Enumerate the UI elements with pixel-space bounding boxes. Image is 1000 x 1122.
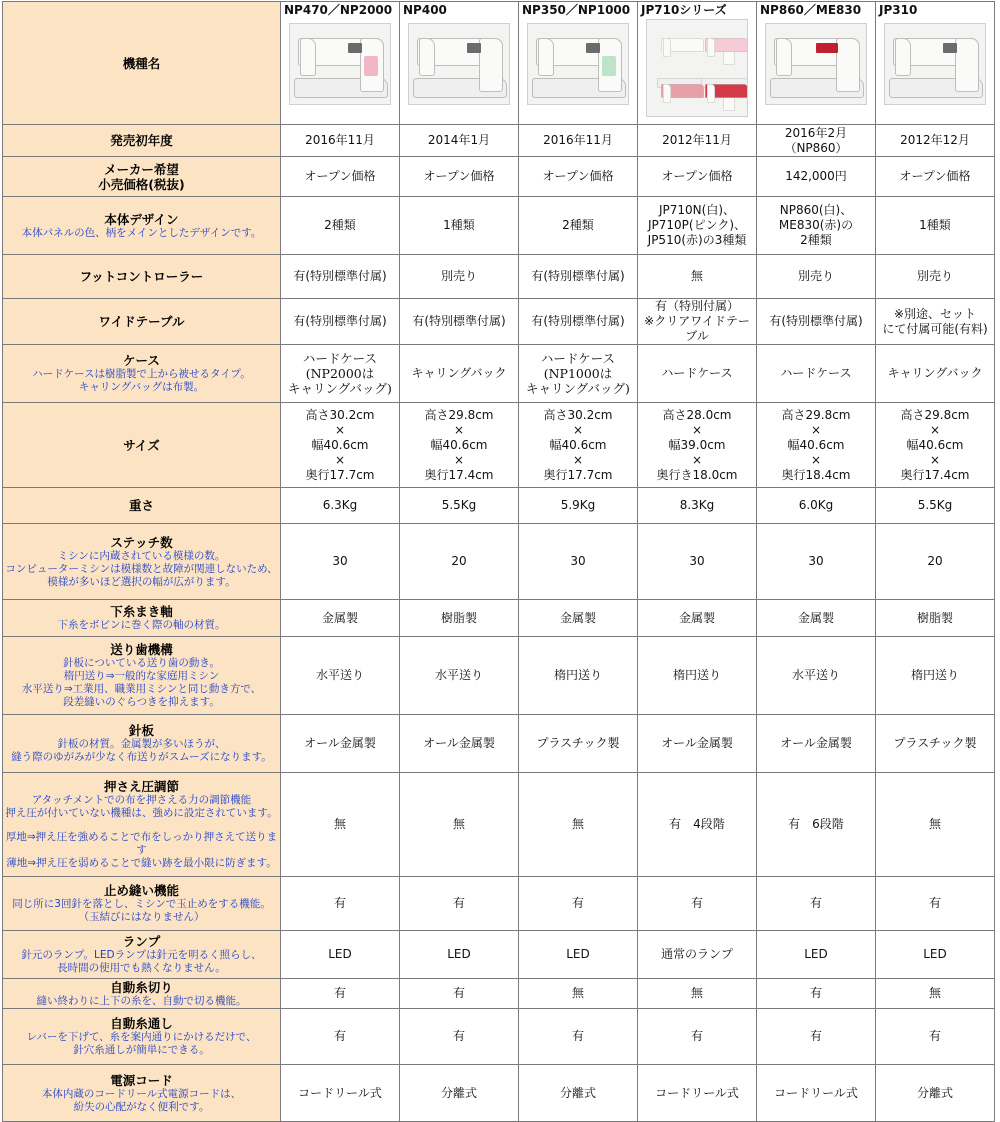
row-label-cell bbox=[3, 488, 281, 524]
spec-value-cell: 5.9Kg bbox=[519, 488, 638, 524]
model-header-np860 bbox=[757, 2, 876, 125]
model-header-np350 bbox=[519, 2, 638, 125]
spec-value-cell: 2種類 bbox=[519, 197, 638, 255]
spec-value-cell: 2種類 bbox=[281, 197, 400, 255]
spec-value-cell: オール金属製 bbox=[638, 715, 757, 773]
row-title: メーカー希望 小売価格(税抜) bbox=[98, 161, 185, 192]
spec-value-cell: 無 bbox=[876, 979, 995, 1009]
spec-value-cell: 楕円送り bbox=[876, 637, 995, 715]
row-description-line: 本体パネルの色、柄をメインとしたデザインです。 bbox=[21, 226, 262, 239]
model-name: NP470／NP2000 bbox=[284, 3, 393, 17]
row-description-line bbox=[5, 820, 278, 831]
spec-value-cell: 高さ29.8cm × 幅40.6cm × 奥行17.4cm bbox=[876, 403, 995, 488]
row-label-cell bbox=[3, 197, 281, 255]
spec-value-cell: 分離式 bbox=[400, 1065, 519, 1122]
row-description-line: 針板の材質。金属製が多いほうが、 bbox=[57, 738, 226, 750]
model-header-jp310 bbox=[876, 2, 995, 125]
spec-row bbox=[3, 773, 995, 877]
row-description-line: 縫い終わりに上下の糸を、自動で切る機能。 bbox=[36, 994, 247, 1007]
model-name: NP860／ME830 bbox=[760, 3, 862, 17]
spec-value-cell: 有(特別標準付属) bbox=[519, 299, 638, 345]
row-label-cell bbox=[3, 931, 281, 979]
sewing-machine-photo bbox=[527, 23, 629, 105]
spec-value-cell: 無 bbox=[519, 773, 638, 877]
spec-value-cell: LED bbox=[281, 931, 400, 979]
row-label-cell bbox=[3, 773, 281, 877]
spec-row bbox=[3, 125, 995, 157]
row-title: 止め縫い機能 bbox=[103, 883, 179, 898]
row-label-cell bbox=[3, 637, 281, 715]
spec-value-cell: オープン価格 bbox=[638, 157, 757, 197]
spec-value-cell: 有（特別付属） ※クリアワイドテーブル bbox=[638, 299, 757, 345]
model-name: NP400 bbox=[403, 3, 447, 17]
spec-value-cell: 有 bbox=[638, 1009, 757, 1065]
row-title: 下糸まき軸 bbox=[110, 604, 173, 619]
spec-value-cell: キャリングバック bbox=[876, 345, 995, 403]
spec-value-cell: 別売り bbox=[400, 255, 519, 299]
spec-value-cell: 有(特別標準付属) bbox=[757, 299, 876, 345]
row-title: ワイドテーブル bbox=[98, 314, 185, 329]
spec-row bbox=[3, 979, 995, 1009]
spec-value-cell: 楕円送り bbox=[519, 637, 638, 715]
sewing-machine-photo bbox=[765, 23, 867, 105]
spec-value-cell: 有 bbox=[638, 877, 757, 931]
spec-row bbox=[3, 600, 995, 637]
model-header-jp710 bbox=[638, 2, 757, 125]
spec-value-cell: コードリール式 bbox=[757, 1065, 876, 1122]
spec-value-cell: 水平送り bbox=[400, 637, 519, 715]
row-label-cell bbox=[3, 877, 281, 931]
header-row bbox=[3, 2, 995, 125]
spec-value-cell: 有 bbox=[281, 979, 400, 1009]
spec-value-cell: 有 bbox=[400, 877, 519, 931]
spec-value-cell: ハードケース bbox=[757, 345, 876, 403]
spec-value-cell: オープン価格 bbox=[400, 157, 519, 197]
spec-row bbox=[3, 488, 995, 524]
spec-value-cell: 無 bbox=[519, 979, 638, 1009]
spec-value-cell: LED bbox=[400, 931, 519, 979]
spec-value-cell: 有 bbox=[519, 1009, 638, 1065]
spec-value-cell: 有(特別標準付属) bbox=[400, 299, 519, 345]
spec-value-cell: 金属製 bbox=[281, 600, 400, 637]
spec-value-cell: 有 bbox=[281, 877, 400, 931]
row-description-line: 下糸をボビンに巻く際の軸の材質。 bbox=[57, 619, 226, 631]
spec-row bbox=[3, 931, 995, 979]
spec-value-cell: 有 bbox=[876, 1009, 995, 1065]
spec-value-cell: 6.3Kg bbox=[281, 488, 400, 524]
sewing-machine-photo bbox=[646, 19, 748, 117]
row-title: 針板 bbox=[128, 723, 154, 738]
spec-value-cell: 高さ28.0cm × 幅39.0cm × 奥行き18.0cm bbox=[638, 403, 757, 488]
row-description-line: キャリングバッグは布製。 bbox=[78, 381, 205, 393]
spec-value-cell: 2016年2月（NP860） bbox=[757, 125, 876, 157]
spec-value-cell: LED bbox=[757, 931, 876, 979]
spec-value-cell: 別売り bbox=[757, 255, 876, 299]
spec-value-cell: 30 bbox=[757, 524, 876, 600]
row-description-line: 同じ所に3回針を落とし、ミシンで玉止めをする機能。 bbox=[12, 898, 271, 910]
model-header-np470 bbox=[281, 2, 400, 125]
spec-value-cell: 30 bbox=[638, 524, 757, 600]
spec-comparison-table bbox=[2, 1, 995, 1122]
spec-value-cell: 有 bbox=[400, 979, 519, 1009]
spec-value-cell: 分離式 bbox=[519, 1065, 638, 1122]
row-title: ランプ bbox=[122, 934, 161, 949]
spec-value-cell: 8.3Kg bbox=[638, 488, 757, 524]
spec-value-cell: JP710N(白)、 JP710P(ピンク)、 JP510(赤)の3種類 bbox=[638, 197, 757, 255]
spec-value-cell: 30 bbox=[519, 524, 638, 600]
spec-value-cell: 水平送り bbox=[757, 637, 876, 715]
model-name: JP710シリーズ bbox=[641, 3, 727, 17]
spec-value-cell: 2016年11月 bbox=[281, 125, 400, 157]
spec-value-cell: 水平送り bbox=[281, 637, 400, 715]
row-title: サイズ bbox=[123, 437, 160, 453]
spec-row bbox=[3, 1065, 995, 1122]
spec-value-cell: 20 bbox=[400, 524, 519, 600]
row-description-line: 押え圧が付いていない機種は、強めに設定されています。 bbox=[5, 807, 278, 819]
spec-row bbox=[3, 637, 995, 715]
header-label-cell bbox=[3, 2, 281, 125]
spec-row bbox=[3, 255, 995, 299]
sewing-machine-photo bbox=[408, 23, 510, 105]
spec-value-cell: コードリール式 bbox=[281, 1065, 400, 1122]
spec-value-cell: ハードケース (NP1000は キャリングバッグ) bbox=[519, 345, 638, 403]
row-title: 重さ bbox=[128, 498, 154, 513]
spec-value-cell: 無 bbox=[638, 255, 757, 299]
spec-value-cell: 1種類 bbox=[876, 197, 995, 255]
spec-value-cell: 30 bbox=[281, 524, 400, 600]
row-description-line: ミシンに内蔵されている模様の数。 bbox=[57, 549, 226, 562]
spec-row bbox=[3, 877, 995, 931]
spec-value-cell: 20 bbox=[876, 524, 995, 600]
spec-value-cell: 高さ30.2cm × 幅40.6cm × 奥行17.7cm bbox=[281, 403, 400, 488]
spec-value-cell: オール金属製 bbox=[281, 715, 400, 773]
row-title: 送り歯機構 bbox=[110, 642, 173, 657]
row-description-line: 縫う際のゆがみが少なく布送りがスムーズになります。 bbox=[11, 751, 272, 763]
spec-value-cell: 2012年11月 bbox=[638, 125, 757, 157]
spec-value-cell: 分離式 bbox=[876, 1065, 995, 1122]
spec-value-cell: 2014年1月 bbox=[400, 125, 519, 157]
spec-value-cell: キャリングバック bbox=[400, 345, 519, 403]
row-label-cell bbox=[3, 979, 281, 1009]
spec-value-cell: 142,000円 bbox=[757, 157, 876, 197]
row-title: 本体デザイン bbox=[104, 211, 179, 227]
spec-value-cell: ※別途、セット にて付属可能(有料) bbox=[876, 299, 995, 345]
spec-value-cell: 有(特別標準付属) bbox=[281, 299, 400, 345]
spec-value-cell: 樹脂製 bbox=[400, 600, 519, 637]
spec-value-cell: 2012年12月 bbox=[876, 125, 995, 157]
row-description-line: （玉結びにはなりません） bbox=[78, 911, 205, 923]
spec-value-cell: プラスチック製 bbox=[876, 715, 995, 773]
spec-value-cell: 有 bbox=[400, 1009, 519, 1065]
spec-row bbox=[3, 157, 995, 197]
spec-value-cell: プラスチック製 bbox=[519, 715, 638, 773]
spec-value-cell: オール金属製 bbox=[400, 715, 519, 773]
spec-value-cell: 有 bbox=[757, 979, 876, 1009]
model-name: NP350／NP1000 bbox=[522, 3, 631, 17]
spec-value-cell: 楕円送り bbox=[638, 637, 757, 715]
row-label-cell bbox=[3, 125, 281, 157]
spec-value-cell: 2016年11月 bbox=[519, 125, 638, 157]
spec-value-cell: 無 bbox=[281, 773, 400, 877]
row-label-cell bbox=[3, 255, 281, 299]
spec-value-cell: NP860(白)、 ME830(赤)の 2種類 bbox=[757, 197, 876, 255]
row-description-line: 薄地⇒押え圧を弱めることで縫い跡を最小限に防ぎます。 bbox=[6, 857, 277, 869]
row-title: ステッチ数 bbox=[110, 534, 173, 550]
spec-value-cell: オープン価格 bbox=[876, 157, 995, 197]
row-label-cell bbox=[3, 1065, 281, 1122]
spec-value-cell: 無 bbox=[876, 773, 995, 877]
row-description-line: 針元のランプ。LEDランプは針元を明るく照らし、 bbox=[21, 949, 262, 961]
sewing-machine-photo bbox=[289, 23, 391, 105]
row-description-line: コンピューターミシンは模様数と故障が関連しないため、 bbox=[5, 562, 278, 575]
row-description-line: 長時間の使用でも熱くなりません。 bbox=[57, 962, 226, 974]
row-description-line: レバーを下げて、糸を案内通りにかけるだけで、 bbox=[26, 1031, 257, 1043]
spec-value-cell: 有 bbox=[519, 877, 638, 931]
row-label-cell bbox=[3, 715, 281, 773]
spec-value-cell: ハードケース (NP2000は キャリングバッグ) bbox=[281, 345, 400, 403]
spec-value-cell: 有(特別標準付属) bbox=[519, 255, 638, 299]
spec-value-cell: 有 bbox=[757, 1009, 876, 1065]
row-label-cell bbox=[3, 1009, 281, 1065]
row-description-line: 紛失の心配がなく便利です。 bbox=[73, 1100, 210, 1113]
row-title: 電源コード bbox=[110, 1072, 173, 1088]
spec-value-cell: 1種類 bbox=[400, 197, 519, 255]
spec-value-cell: 有 bbox=[757, 877, 876, 931]
row-title: 発売初年度 bbox=[110, 133, 173, 148]
model-header-np400 bbox=[400, 2, 519, 125]
spec-row bbox=[3, 345, 995, 403]
row-description-line: ハードケースは樹脂製で上から被せるタイプ。 bbox=[32, 368, 251, 380]
spec-value-cell: オープン価格 bbox=[519, 157, 638, 197]
spec-value-cell: 有 4段階 bbox=[638, 773, 757, 877]
row-description-line: 模様が多いほど選択の幅が広がります。 bbox=[47, 575, 236, 588]
spec-value-cell: 有(特別標準付属) bbox=[281, 255, 400, 299]
spec-value-cell: LED bbox=[876, 931, 995, 979]
spec-value-cell: オープン価格 bbox=[281, 157, 400, 197]
row-title: 自動糸切り bbox=[110, 979, 173, 995]
spec-value-cell: 5.5Kg bbox=[876, 488, 995, 524]
spec-value-cell: 高さ30.2cm × 幅40.6cm × 奥行17.7cm bbox=[519, 403, 638, 488]
row-description-line: 本体内蔵のコードリール式電源コードは、 bbox=[41, 1087, 242, 1100]
row-description-line: 楕円送り⇒一般的な家庭用ミシン bbox=[63, 670, 220, 682]
spec-value-cell: 高さ29.8cm × 幅40.6cm × 奥行17.4cm bbox=[400, 403, 519, 488]
spec-value-cell: 金属製 bbox=[638, 600, 757, 637]
spec-value-cell: オール金属製 bbox=[757, 715, 876, 773]
row-title: 押さえ圧調節 bbox=[103, 779, 179, 794]
row-label-cell bbox=[3, 403, 281, 488]
row-label-cell bbox=[3, 345, 281, 403]
spec-value-cell: 有 6段階 bbox=[757, 773, 876, 877]
model-name: JP310 bbox=[879, 3, 918, 17]
spec-row bbox=[3, 715, 995, 773]
row-label-cell bbox=[3, 299, 281, 345]
row-description-line: 厚地⇒押え圧を強めることで布をしっかり押さえて送ります bbox=[5, 831, 278, 856]
row-label-cell bbox=[3, 600, 281, 637]
spec-row bbox=[3, 524, 995, 600]
row-description-line: 針板についている送り歯の動き。 bbox=[63, 657, 220, 669]
row-description-line: 針穴糸通しが簡単にできる。 bbox=[73, 1044, 210, 1056]
spec-value-cell: 別売り bbox=[876, 255, 995, 299]
row-description-line: 段差縫いのぐらつきを抑えます。 bbox=[63, 696, 220, 708]
spec-value-cell: 金属製 bbox=[757, 600, 876, 637]
spec-value-cell: 金属製 bbox=[519, 600, 638, 637]
row-label-cell bbox=[3, 157, 281, 197]
spec-value-cell: 樹脂製 bbox=[876, 600, 995, 637]
spec-value-cell: 6.0Kg bbox=[757, 488, 876, 524]
row-title: 自動糸通し bbox=[110, 1016, 173, 1031]
spec-row bbox=[3, 299, 995, 345]
spec-row bbox=[3, 1009, 995, 1065]
row-description-line: アタッチメントでの布を押さえる力の調節機能 bbox=[31, 794, 252, 806]
spec-value-cell: 通常のランプ bbox=[638, 931, 757, 979]
spec-value-cell: コードリール式 bbox=[638, 1065, 757, 1122]
header-label: 機種名 bbox=[122, 55, 161, 71]
row-label-cell bbox=[3, 524, 281, 600]
spec-value-cell: 無 bbox=[638, 979, 757, 1009]
spec-value-cell: 5.5Kg bbox=[400, 488, 519, 524]
spec-value-cell: 有 bbox=[281, 1009, 400, 1065]
spec-value-cell: 高さ29.8cm × 幅40.6cm × 奥行18.4cm bbox=[757, 403, 876, 488]
row-title: ケース bbox=[123, 353, 160, 368]
spec-value-cell: 有 bbox=[876, 877, 995, 931]
spec-value-cell: 無 bbox=[400, 773, 519, 877]
sewing-machine-photo bbox=[884, 23, 986, 105]
row-description-line: 水平送り⇒工業用、職業用ミシンと同じ動き方で、 bbox=[21, 683, 262, 695]
spec-value-cell: LED bbox=[519, 931, 638, 979]
spec-value-cell: ハードケース bbox=[638, 345, 757, 403]
spec-row bbox=[3, 197, 995, 255]
row-title: フットコントローラー bbox=[79, 269, 204, 284]
spec-row bbox=[3, 403, 995, 488]
